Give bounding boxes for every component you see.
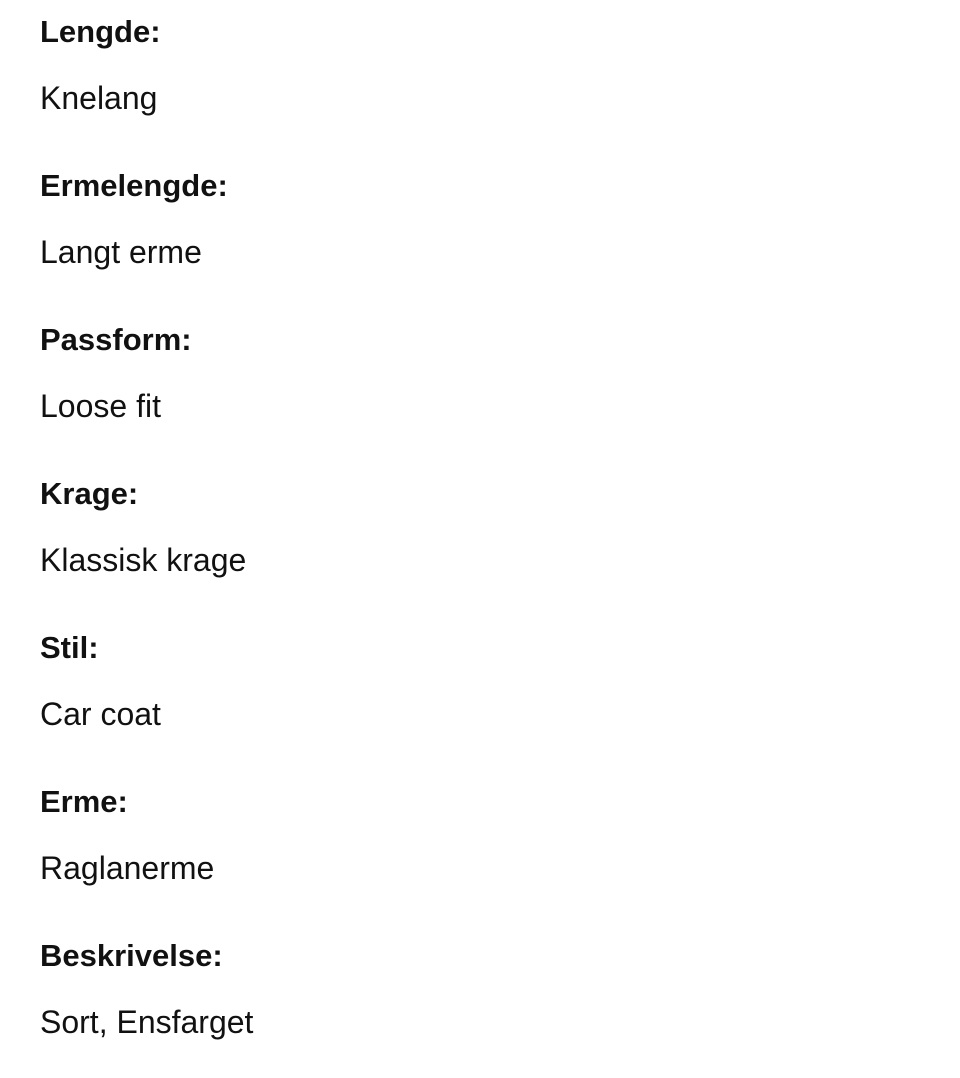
detail-item-krage: [40, 462, 920, 616]
detail-label: Passform:: [40, 322, 192, 357]
product-details-list: [40, 0, 920, 1078]
detail-item-passform: [40, 308, 920, 462]
detail-value: Langt erme: [40, 234, 202, 270]
detail-value: Car coat: [40, 696, 161, 732]
detail-label: Ermelengde:: [40, 168, 228, 203]
detail-label: Erme:: [40, 784, 128, 819]
detail-label: Lengde:: [40, 14, 161, 49]
detail-label: Stil:: [40, 630, 99, 665]
detail-value: Knelang: [40, 80, 158, 116]
detail-item-ermelengde: [40, 154, 920, 308]
detail-label: Beskrivelse:: [40, 938, 223, 973]
detail-item-lengde: [40, 0, 920, 154]
detail-item-erme: [40, 770, 920, 924]
detail-label: Krage:: [40, 476, 139, 511]
detail-value: Loose fit: [40, 388, 161, 424]
detail-item-beskrivelse: [40, 924, 920, 1078]
detail-value: Raglanerme: [40, 850, 215, 886]
detail-item-stil: [40, 616, 920, 770]
detail-value: Sort, Ensfarget: [40, 1004, 254, 1040]
detail-value: Klassisk krage: [40, 542, 247, 578]
